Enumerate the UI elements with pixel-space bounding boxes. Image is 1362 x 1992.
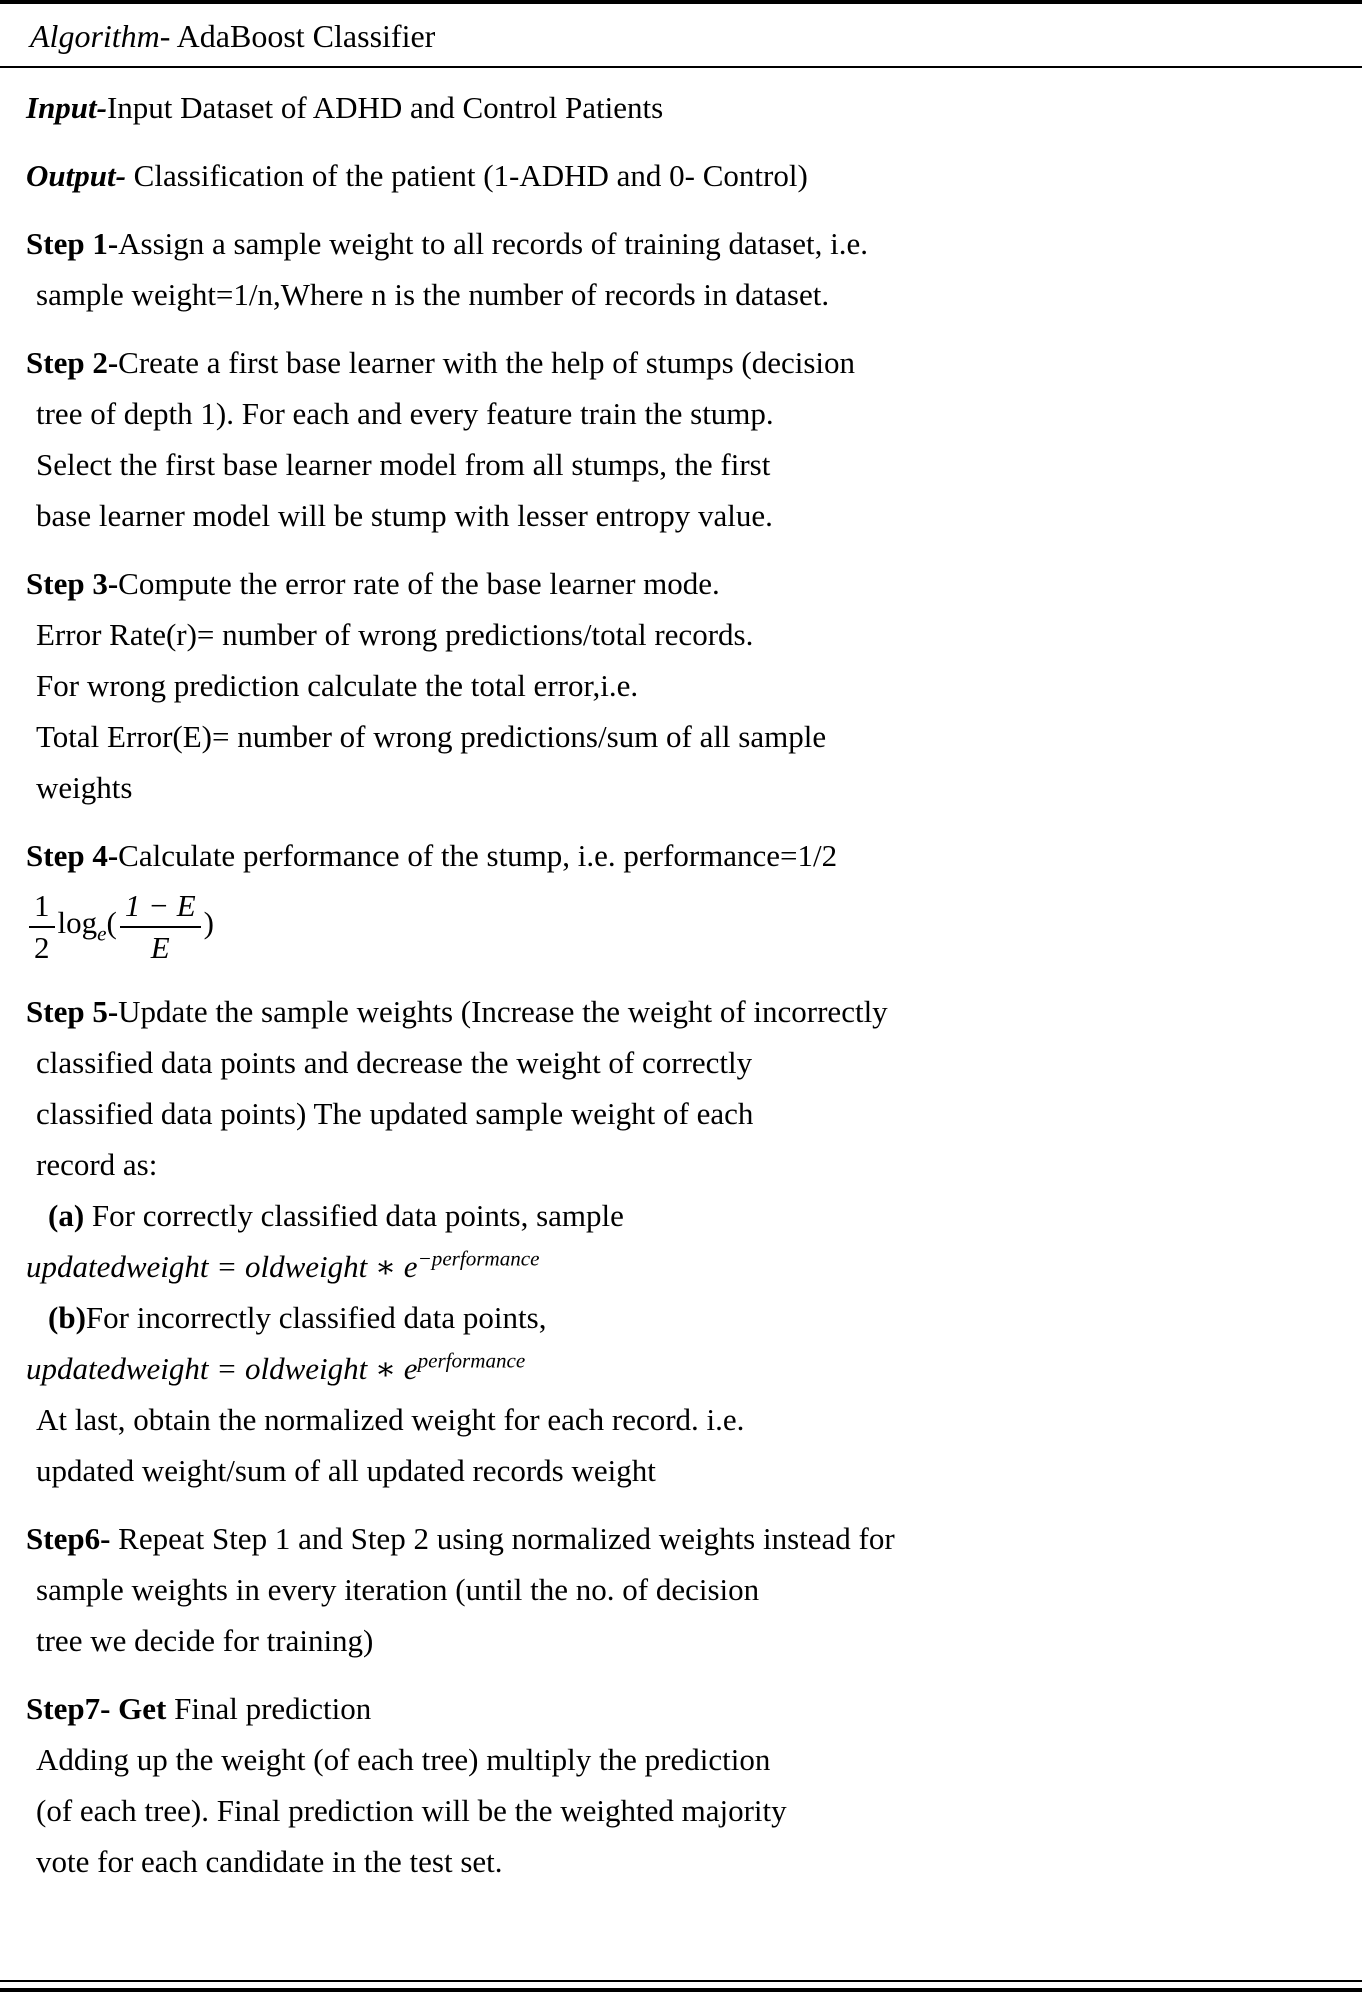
text-line [26,1190,1340,1241]
text-line [26,490,1340,541]
paragraph [26,1513,1340,1666]
text-line [26,1394,1340,1445]
paragraph [26,986,1340,1496]
text-segment: Total Error(E)= number of wrong predictions/sum of all sample [36,719,827,754]
text-segment: (a) [48,1198,85,1234]
text-segment: ( [106,905,117,941]
bottom-rule-thin [0,1980,1362,1988]
formula-line [26,881,1340,969]
fraction-denominator: E [150,930,170,966]
text-segment: Step 4- [26,838,119,873]
text-line [26,660,1340,711]
text-segment: sample weights in every iteration (until the no. of decision [36,1572,760,1608]
text-segment: Step 3- [26,566,119,601]
text-segment: Assign a sample weight to all records of training dataset, i.e. [118,226,868,261]
text-segment: Input Dataset of ADHD and Control Patients [106,90,664,125]
text-line [26,1088,1340,1139]
fraction [29,887,55,965]
text-line [26,150,1340,201]
text-segment: ) [203,905,214,941]
text-segment: weights [36,770,133,805]
text-segment: classified data points and decrease the weight of correctly [36,1045,753,1081]
text-line [26,337,1340,388]
text-line [26,1683,1340,1734]
bottom-rule-thick [0,1988,1362,1992]
text-segment: Calculate performance of the stump, i.e. performance=1/2 [118,838,838,873]
text-segment: updatedweight = oldweight ∗ e [26,1249,418,1285]
text-segment: For wrong prediction calculate the total error,i.e. [36,668,639,703]
text-segment: tree of depth 1). For each and every feature train the stump. [36,396,774,431]
text-segment: For correctly classified data points, sample [84,1198,624,1234]
text-line [26,269,1340,320]
paragraph [26,830,1340,969]
text-segment: vote for each candidate in the test set. [36,1844,503,1880]
text-segment: record as: [36,1147,158,1183]
bottom-rules [0,1980,1362,1992]
text-line [26,986,1340,1037]
fraction-numerator: 1 [29,887,55,928]
paragraph [26,82,1340,133]
text-line [26,1139,1340,1190]
text-segment: −performance [417,1246,540,1271]
text-line [26,711,1340,762]
paragraph [26,558,1340,813]
text-segment: classified data points) The updated sample weight of each [36,1096,754,1132]
text-line [26,1037,1340,1088]
text-segment: (b) [48,1300,86,1336]
paragraph [26,337,1340,541]
text-segment: sample weight=1/n,Where n is the number of records in dataset. [36,277,830,312]
text-segment: tree we decide for training) [36,1623,374,1659]
fraction [120,887,201,965]
text-line [26,82,1340,133]
algorithm-title-name: AdaBoost Classifier [170,18,436,54]
text-line [26,830,1340,881]
text-segment: Compute the error rate of the base learner mode. [118,566,720,601]
text-segment: Step6- [26,1521,111,1557]
text-segment: e [97,921,107,946]
text-line [26,762,1340,813]
text-segment: Input- [26,90,107,125]
text-segment: (of each tree). Final prediction will be the weighted majority [36,1793,787,1829]
text-line [26,1785,1340,1836]
text-line [26,439,1340,490]
algorithm-body [0,68,1362,1980]
text-segment: Step7- Get [26,1691,167,1727]
text-line [26,609,1340,660]
fraction-denominator: 2 [34,930,50,966]
text-line [26,1615,1340,1666]
fraction-numerator: 1 − E [120,887,201,928]
text-segment: Step 1- [26,226,119,261]
text-segment: updatedweight = oldweight ∗ e [26,1351,418,1387]
text-segment: Create a first base learner with the help of stumps (decision [118,345,856,380]
paragraph [26,150,1340,201]
text-line [26,1445,1340,1496]
text-segment: Output- [26,158,126,193]
text-segment: base learner model will be stump with lesser entropy value. [36,498,773,533]
text-line [26,1241,1340,1292]
text-segment: At last, obtain the normalized weight for each record. i.e. [36,1402,745,1438]
text-line [26,1836,1340,1887]
text-segment: Adding up the weight (of each tree) multiply the prediction [36,1742,771,1778]
text-segment: Step 5- [26,994,119,1030]
text-segment: performance [417,1348,526,1373]
text-segment: Final prediction [166,1691,372,1727]
algorithm-title-prefix: Algorithm- [30,18,171,54]
text-line [26,1513,1340,1564]
text-segment: updated weight/sum of all updated records weight [36,1453,656,1489]
text-segment: Update the sample weights (Increase the weight of incorrectly [118,994,888,1030]
text-line [26,558,1340,609]
paragraph [26,1683,1340,1887]
text-segment: Step 2- [26,345,119,380]
text-segment: log [57,905,98,941]
text-line [26,1343,1340,1394]
text-line [26,388,1340,439]
text-line [26,218,1340,269]
text-segment: Classification of the patient (1-ADHD and 0- Control) [125,158,808,193]
text-segment: Error Rate(r)= number of wrong predictions/total records. [36,617,754,652]
text-line [26,1564,1340,1615]
text-segment: For incorrectly classified data points, [85,1300,547,1336]
text-segment: Repeat Step 1 and Step 2 using normalized weights instead for [110,1521,895,1557]
text-segment: Select the first base learner model from all stumps, the first [36,447,771,482]
paragraph [26,218,1340,320]
text-line [26,1734,1340,1785]
text-line [26,1292,1340,1343]
algorithm-title [0,0,1362,68]
